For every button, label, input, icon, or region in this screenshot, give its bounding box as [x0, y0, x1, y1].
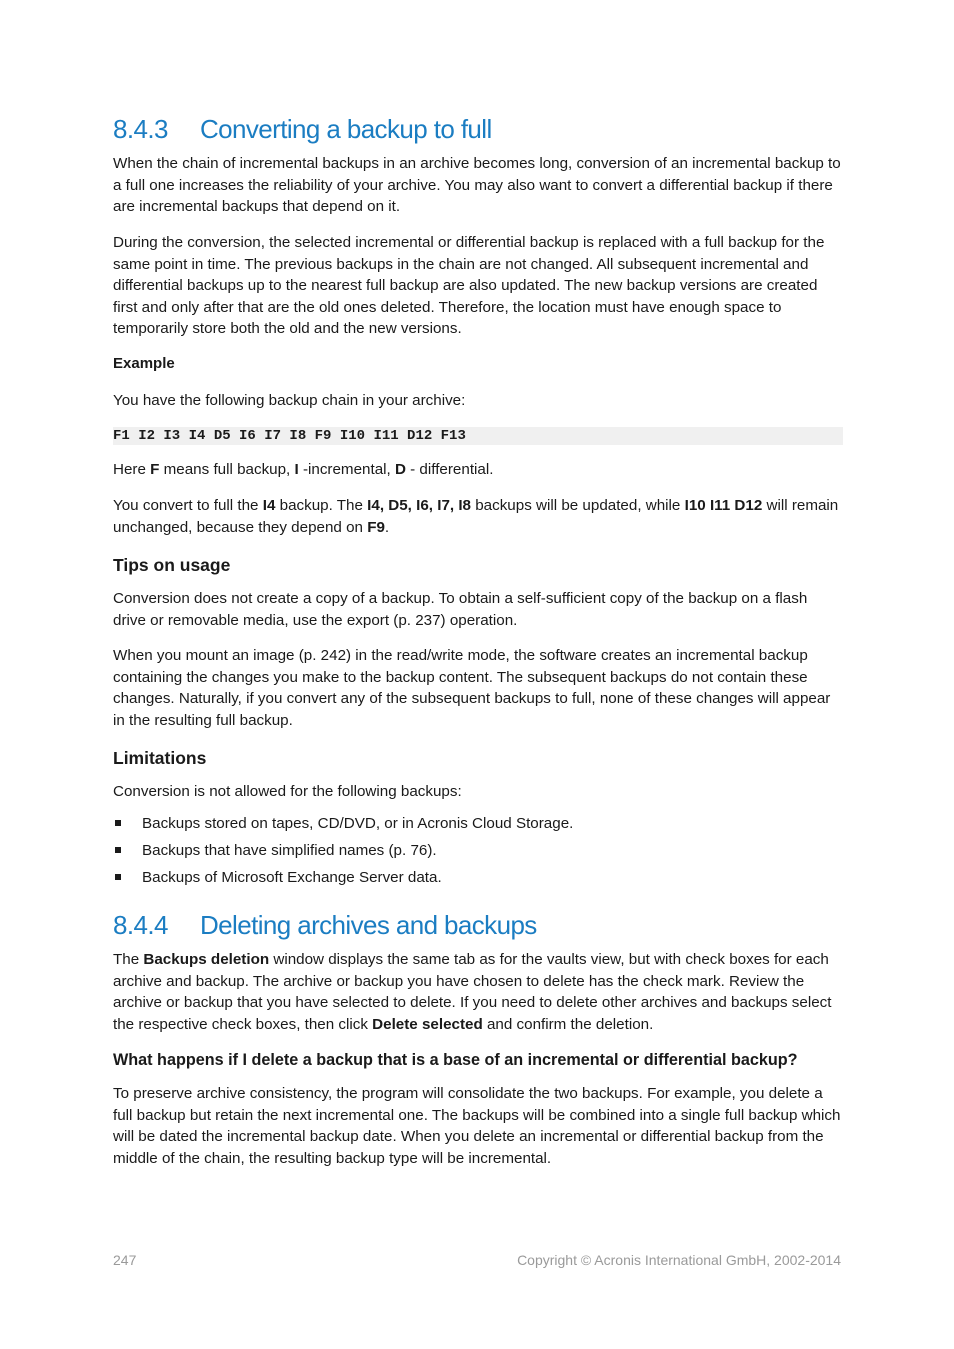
convert-paragraph: You convert to full the I4 backup. The I4, D5, I6, I7, I8 backups will be updated, while I10 I11 D12 will remain unchanged, because they depend on F9. [113, 497, 839, 536]
paragraph: To preserve archive consistency, the program will consolidate the two backups. For example, you delete a full backup but retain the next incremental one. The backups will be combined into a single full backup which will be dated the incremental backup date. When you delete an incremental or differential backup from the middle of the chain, the resulting backup type will be incremental. [113, 1085, 841, 1167]
paragraph: During the conversion, the selected incremental or differential backup is replaced with a full backup for the same point in time. The previous backups in the chain are not changed. All subsequent incremental and differential backups up to the nearest full backup are also updated. The new backup versions are created first and only after that are the old ones deleted. Therefore, the location must have enough space to temporarily store both the old and the new versions. [113, 234, 825, 338]
section-number: 8.4.3 [113, 114, 168, 144]
deletion-paragraph: The Backups deletion window displays the same tab as for the vaults view, but with check boxes for each archive and backup. The archive or backup you have chosen to delete has the check mark. Review the archive or backup that you have selected to delete. If you need to delete other archives and backups select the respective check boxes, then click Delete selected and confirm the deletion. [113, 951, 832, 1033]
paragraph: When the chain of incremental backups in an archive becomes long, conversion of an incremental backup to a full one increases the reliability of your archive. You may also want to convert a differential backup if there are incremental backups that depend on it. [113, 155, 841, 216]
paragraph: Conversion is not allowed for the following backups: [113, 783, 462, 800]
subheading-limitations: Limitations [113, 748, 207, 768]
list-item: Backups stored on tapes, CD/DVD, or in Acronis Cloud Storage. [113, 813, 843, 840]
section-title: Converting a backup to full [200, 114, 492, 144]
bullet-square-icon [115, 820, 121, 826]
section-heading-8-4-4 [113, 910, 537, 941]
page-number: 247 [113, 1252, 137, 1268]
section-heading-8-4-3 [113, 114, 492, 145]
paragraph: You have the following backup chain in your archive: [113, 392, 466, 409]
limitations-list [113, 813, 843, 894]
copyright-notice: Copyright © Acronis International GmbH, 2002-2014 [517, 1252, 841, 1268]
question-heading: What happens if I delete a backup that is a base of an incremental or differential backup? [113, 1051, 798, 1069]
section-title: Deleting archives and backups [200, 910, 537, 940]
bullet-square-icon [115, 847, 121, 853]
section-number: 8.4.4 [113, 910, 168, 940]
paragraph: When you mount an image (p. 242) in the read/write mode, the software creates an incremental backup containing the changes you make to the backup content. The subsequent backups do not contain these changes. Naturally, if you convert any of the subsequent backups to full, none of these changes will appear in the resulting full backup. [113, 647, 831, 729]
bullet-square-icon [115, 874, 121, 880]
list-item: Backups that have simplified names (p. 76). [113, 840, 843, 867]
subheading-tips: Tips on usage [113, 555, 231, 575]
list-item: Backups of Microsoft Exchange Server data. [113, 867, 843, 894]
code-block: F1 I2 I3 I4 D5 I6 I7 I8 F9 I10 I11 D12 F13 [113, 427, 843, 445]
paragraph: Conversion does not create a copy of a backup. To obtain a self-sufficient copy of the backup on a flash drive or removable media, use the export (p. 237) operation. [113, 590, 808, 629]
legend-paragraph: Here F means full backup, I -incremental, D - differential. [113, 461, 494, 478]
example-label: Example [113, 355, 175, 372]
